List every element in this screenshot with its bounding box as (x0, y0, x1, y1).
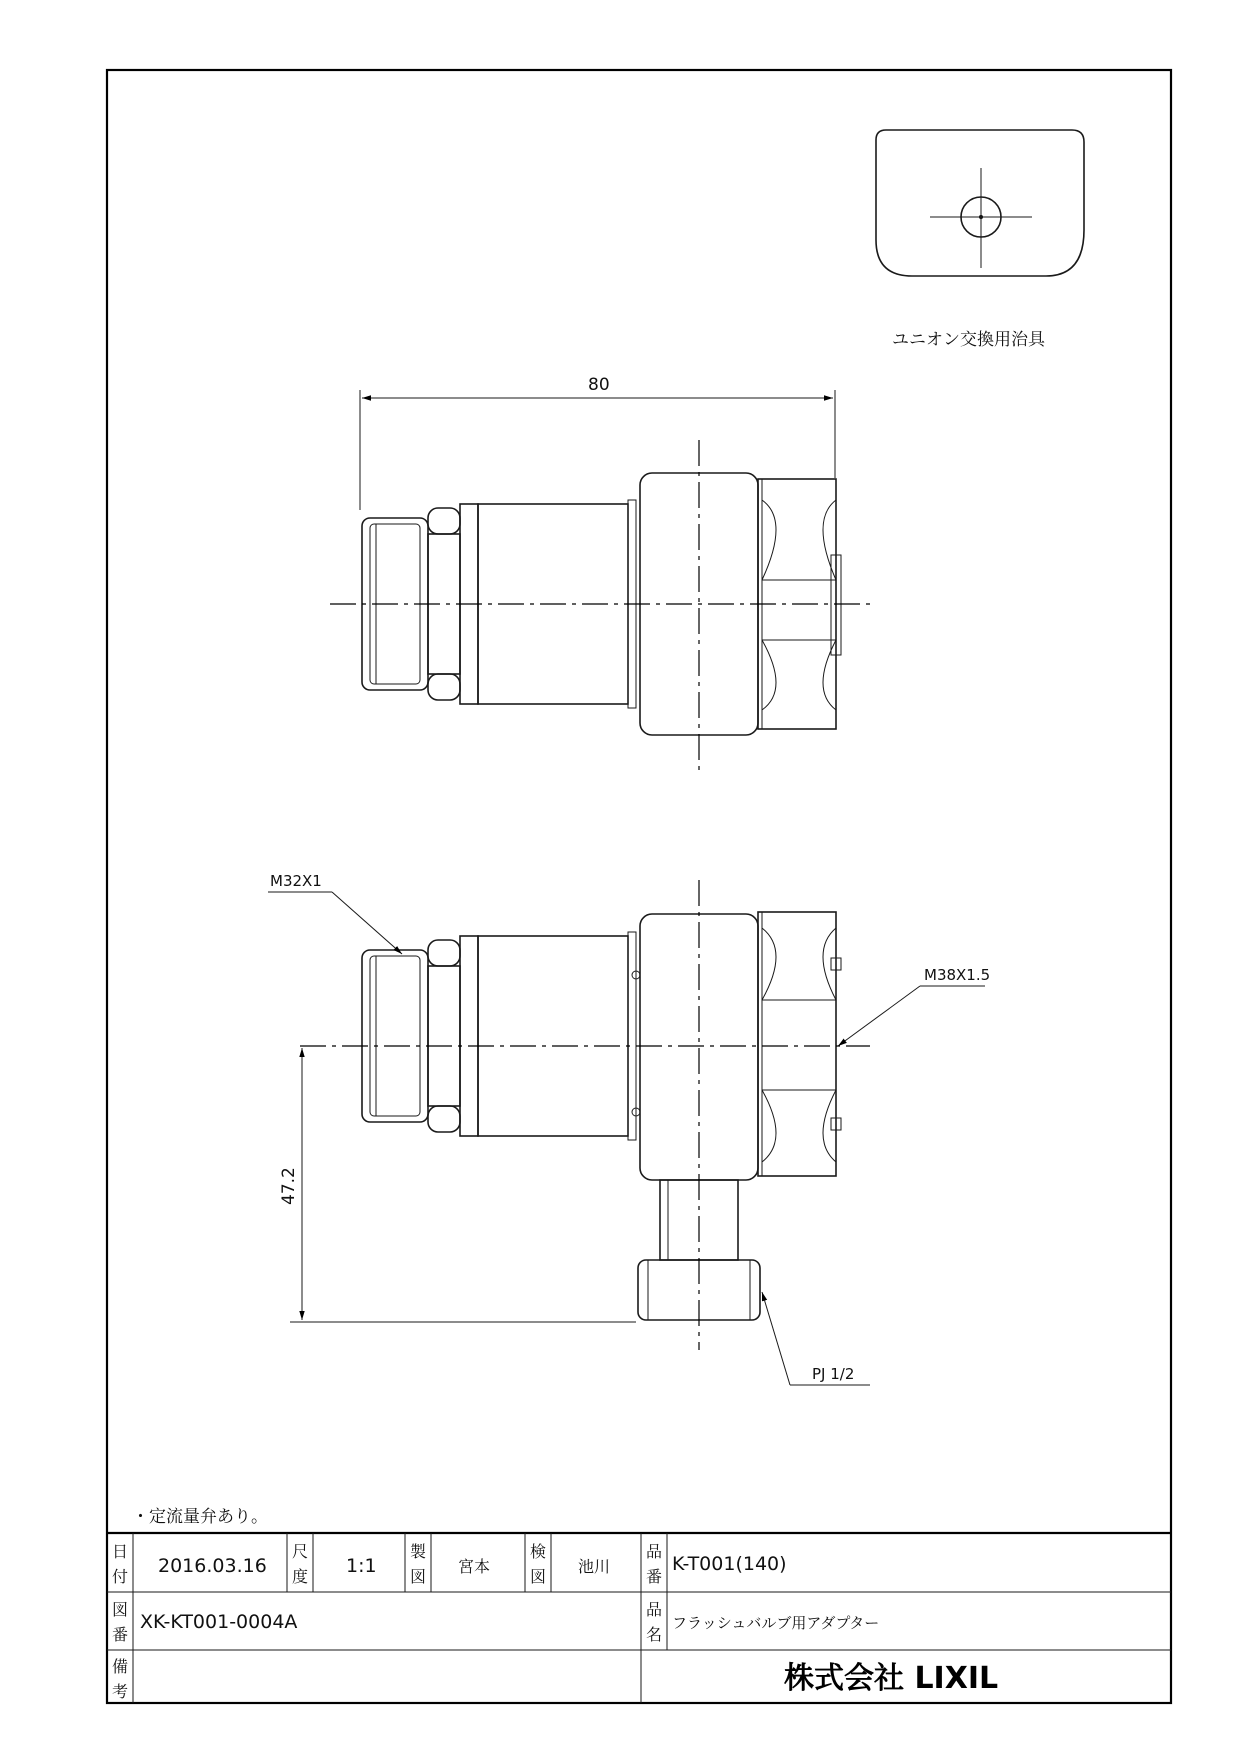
scale-label-top: 尺 (292, 1542, 309, 1561)
remarks-label-top: 備 (112, 1657, 129, 1676)
part-no-value: K-T001(140) (672, 1553, 787, 1575)
date-value: 2016.03.16 (158, 1555, 267, 1577)
checked-label-bottom: 図 (530, 1567, 547, 1586)
part-name-label-bottom: 名 (646, 1625, 663, 1644)
drawn-label-bottom: 図 (410, 1567, 427, 1586)
union-jig-view (876, 130, 1084, 350)
company-logo: 株式会社 LIXIL (784, 1661, 999, 1696)
drawing-no-label-top: 図 (112, 1600, 129, 1619)
top-view (330, 375, 870, 770)
thread-inlet-label: M32X1 (270, 872, 322, 890)
date-label-bottom: 付 (112, 1567, 129, 1586)
drawing-no-label-bottom: 番 (112, 1625, 129, 1644)
thread-nut-label: M38X1.5 (924, 966, 991, 984)
remarks-label-bottom: 考 (112, 1682, 129, 1701)
drawing-no-value: XK-KT001-0004A (140, 1611, 298, 1633)
drawn-label-top: 製 (410, 1542, 427, 1561)
drawn-by-value: 宮本 (458, 1557, 491, 1576)
date-label-top: 日 (112, 1542, 129, 1561)
part-no-label-bottom: 番 (646, 1567, 663, 1586)
checked-label-top: 検 (530, 1542, 547, 1561)
scale-label-bottom: 度 (292, 1567, 309, 1586)
scale-value: 1:1 (346, 1555, 377, 1577)
dimension-length-label: 80 (588, 375, 610, 395)
jig-label: ユニオン交換用治具 (892, 330, 1045, 350)
thread-outlet-label: PJ 1/2 (812, 1365, 855, 1383)
front-view (268, 872, 990, 1385)
note-text: ・定流量弁あり。 (132, 1507, 268, 1527)
drawing-frame (107, 70, 1171, 1703)
title-block (107, 1533, 1171, 1703)
dimension-height-label: 47.2 (279, 1167, 299, 1205)
checked-by-value: 池川 (578, 1557, 611, 1576)
part-name-value: フラッシュバルブ用アダプター (672, 1614, 880, 1632)
part-no-label-top: 品 (646, 1542, 663, 1561)
part-name-label-top: 品 (646, 1600, 663, 1619)
